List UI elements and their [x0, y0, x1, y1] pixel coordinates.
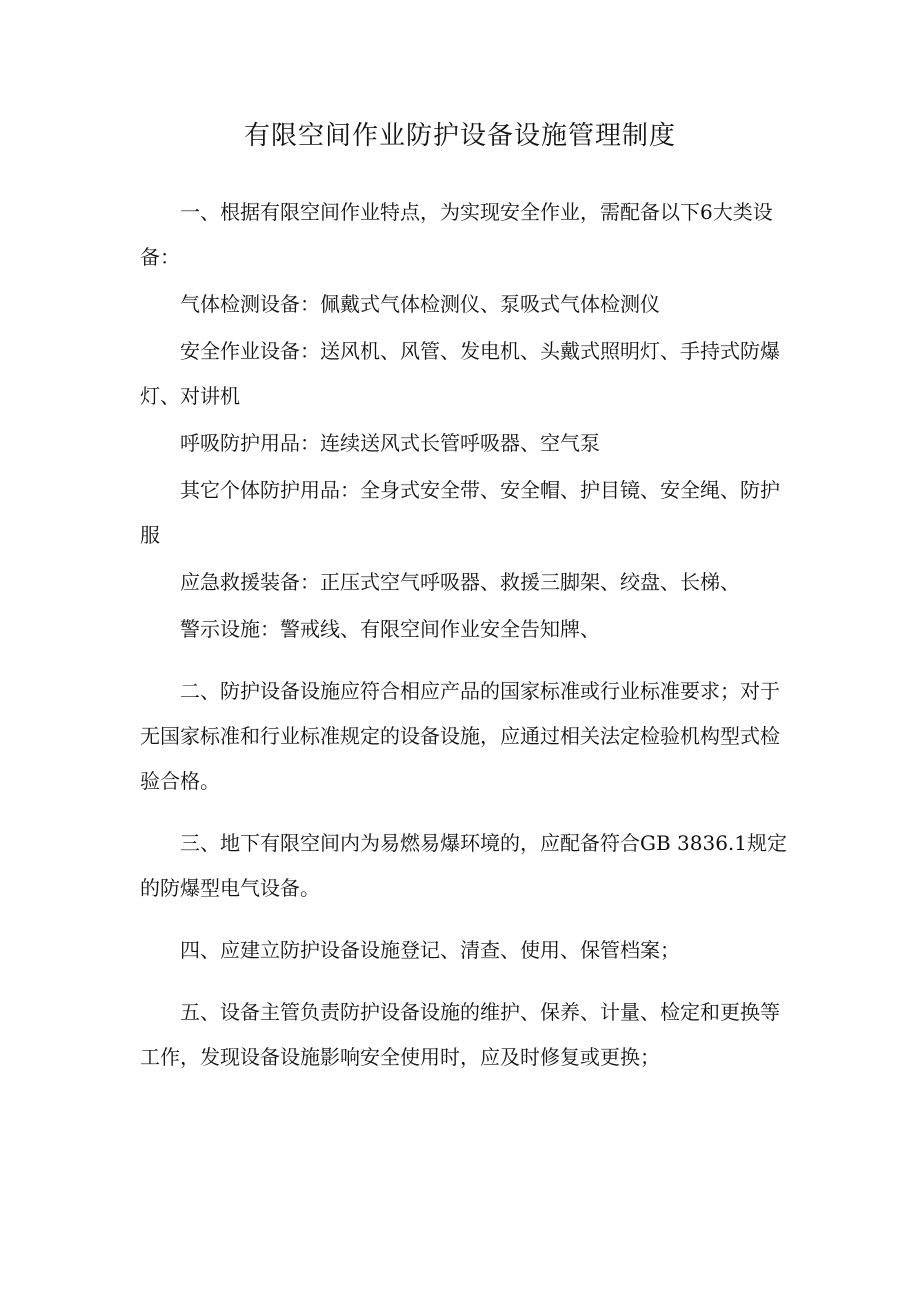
paragraph-emergency-rescue: 应急救援装备：正压式空气呼吸器、救援三脚架、绞盘、长梯、 — [180, 570, 740, 594]
paragraph-personal-protection: 其它个体防护用品：全身式安全带、安全帽、护目镜、安全绳、防护服 — [140, 478, 780, 547]
paragraph-safety-equipment: 安全作业设备：送风机、风管、发电机、头戴式照明灯、手持式防爆灯、对讲机 — [140, 339, 780, 408]
paragraph-section-3: 三、地下有限空间内为易燃易爆环境的，应配备符合GB 3836.1规定的防爆型电气设备。 — [140, 831, 788, 900]
document-title: 有限空间作业防护设备设施管理制度 — [243, 121, 676, 151]
paragraph-section-5: 五、设备主管负责防护设备设施的维护、保养、计量、检定和更换等工作，发现设备设施影响安全使用时，应及时修复或更换； — [140, 1000, 780, 1069]
paragraph-section-2: 二、防护设备设施应符合相应产品的国家标准或行业标准要求；对于无国家标准和行业标准规定的设备设施，应通过相关法定检验机构型式检验合格。 — [140, 679, 780, 793]
document-body — [140, 190, 790, 1080]
paragraph-warning-facilities: 警示设施：警戒线、有限空间作业安全告知牌、 — [180, 617, 600, 641]
paragraph-respiratory-protection: 呼吸防护用品：连续送风式长管呼吸器、空气泵 — [180, 431, 600, 455]
paragraph-section-1: 一、根据有限空间作业特点，为实现安全作业，需配备以下6大类设备： — [140, 200, 773, 269]
paragraph-section-4: 四、应建立防护设备设施登记、清查、使用、保管档案； — [180, 938, 680, 962]
paragraph-gas-detection: 气体检测设备：佩戴式气体检测仪、泵吸式气体检测仪 — [180, 292, 660, 316]
